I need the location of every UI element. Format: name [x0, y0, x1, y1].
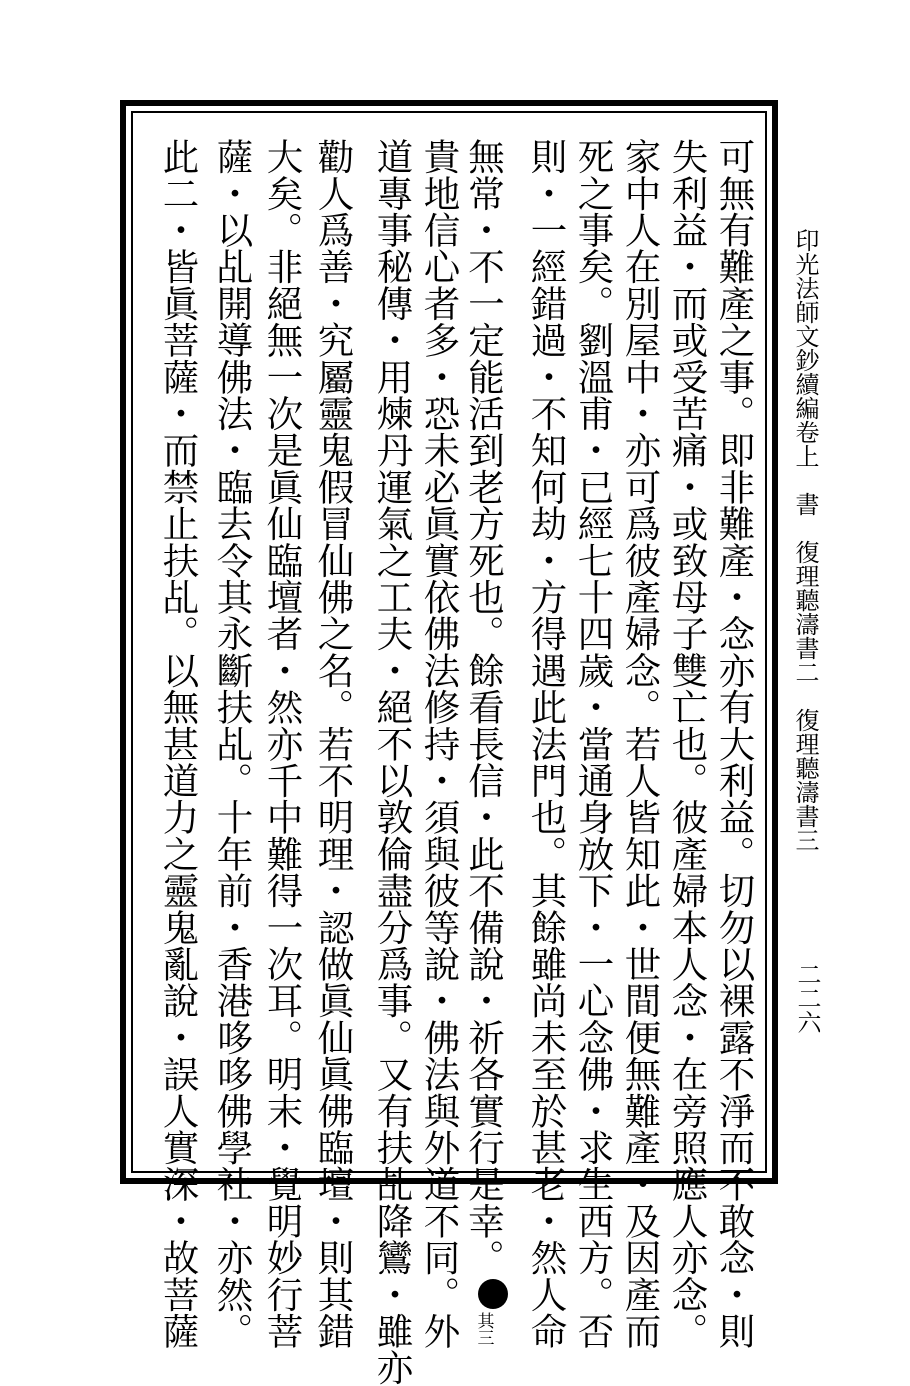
- page-number: 二二六: [793, 962, 821, 1034]
- section-label: 書: [791, 492, 819, 516]
- text-column-3: 家中人在別屋中・亦可爲彼產婦念。若人皆知此・世間便無難產・及因產而: [619, 138, 662, 1350]
- running-header: [790, 228, 820, 852]
- section-marker-dot: [478, 1279, 508, 1309]
- text-column-4: 死之事矣。劉溫甫・已經七十四歲・當通身放下・一心念佛・求生西方。否: [572, 138, 615, 1350]
- text-column-7: 貴地信心者多・恐未必眞實依佛法修持・須與彼等說・佛法與外道不同。外: [418, 138, 461, 1350]
- text-column-5: 則・一經錯過・不知何劫・方得遇此法門也。其餘雖尚未至於甚老・然人命: [525, 138, 568, 1350]
- column-6-text: 無常・不一定能活到老方死也。餘看長信・此不備說・祈各實行是幸。: [462, 138, 506, 1276]
- section-marker-label: 其三: [473, 1311, 494, 1347]
- text-column-1: 可無有難產之事。即非難產・念亦有大利益。切勿以裸露不淨而不敢念・則: [713, 138, 756, 1350]
- text-column-12: 此二・皆眞菩薩・而禁止扶乩。以無甚道力之靈鬼亂說・誤人實深・故菩薩: [157, 138, 200, 1350]
- text-column-2: 失利益・而或受苦痛・或致母子雙亡也。彼產婦本人念・在旁照應人亦念。: [666, 138, 709, 1350]
- text-column-10: 大矣。非絕無一次是眞仙臨壇者・然亦千中難得一次耳。明末・覺明妙行菩: [261, 138, 304, 1350]
- text-column-6: [462, 138, 508, 1347]
- letter-titles: 復理聽濤書二 復理聽濤書三: [791, 540, 819, 852]
- text-column-8: 道專事秘傳・用煉丹運氣之工夫・絕不以敦倫盡分爲事。又有扶乩降鸞・雖亦: [371, 138, 414, 1386]
- text-column-9: 勸人爲善・究屬靈鬼假冒仙佛之名。若不明理・認做眞仙眞佛臨壇・則其錯: [312, 138, 355, 1350]
- book-title: 印光法師文鈔續編卷上: [791, 228, 819, 468]
- text-column-11: 薩・以乩開導佛法・臨去令其永斷扶乩。十年前・香港哆哆佛學社・亦然。: [211, 138, 254, 1350]
